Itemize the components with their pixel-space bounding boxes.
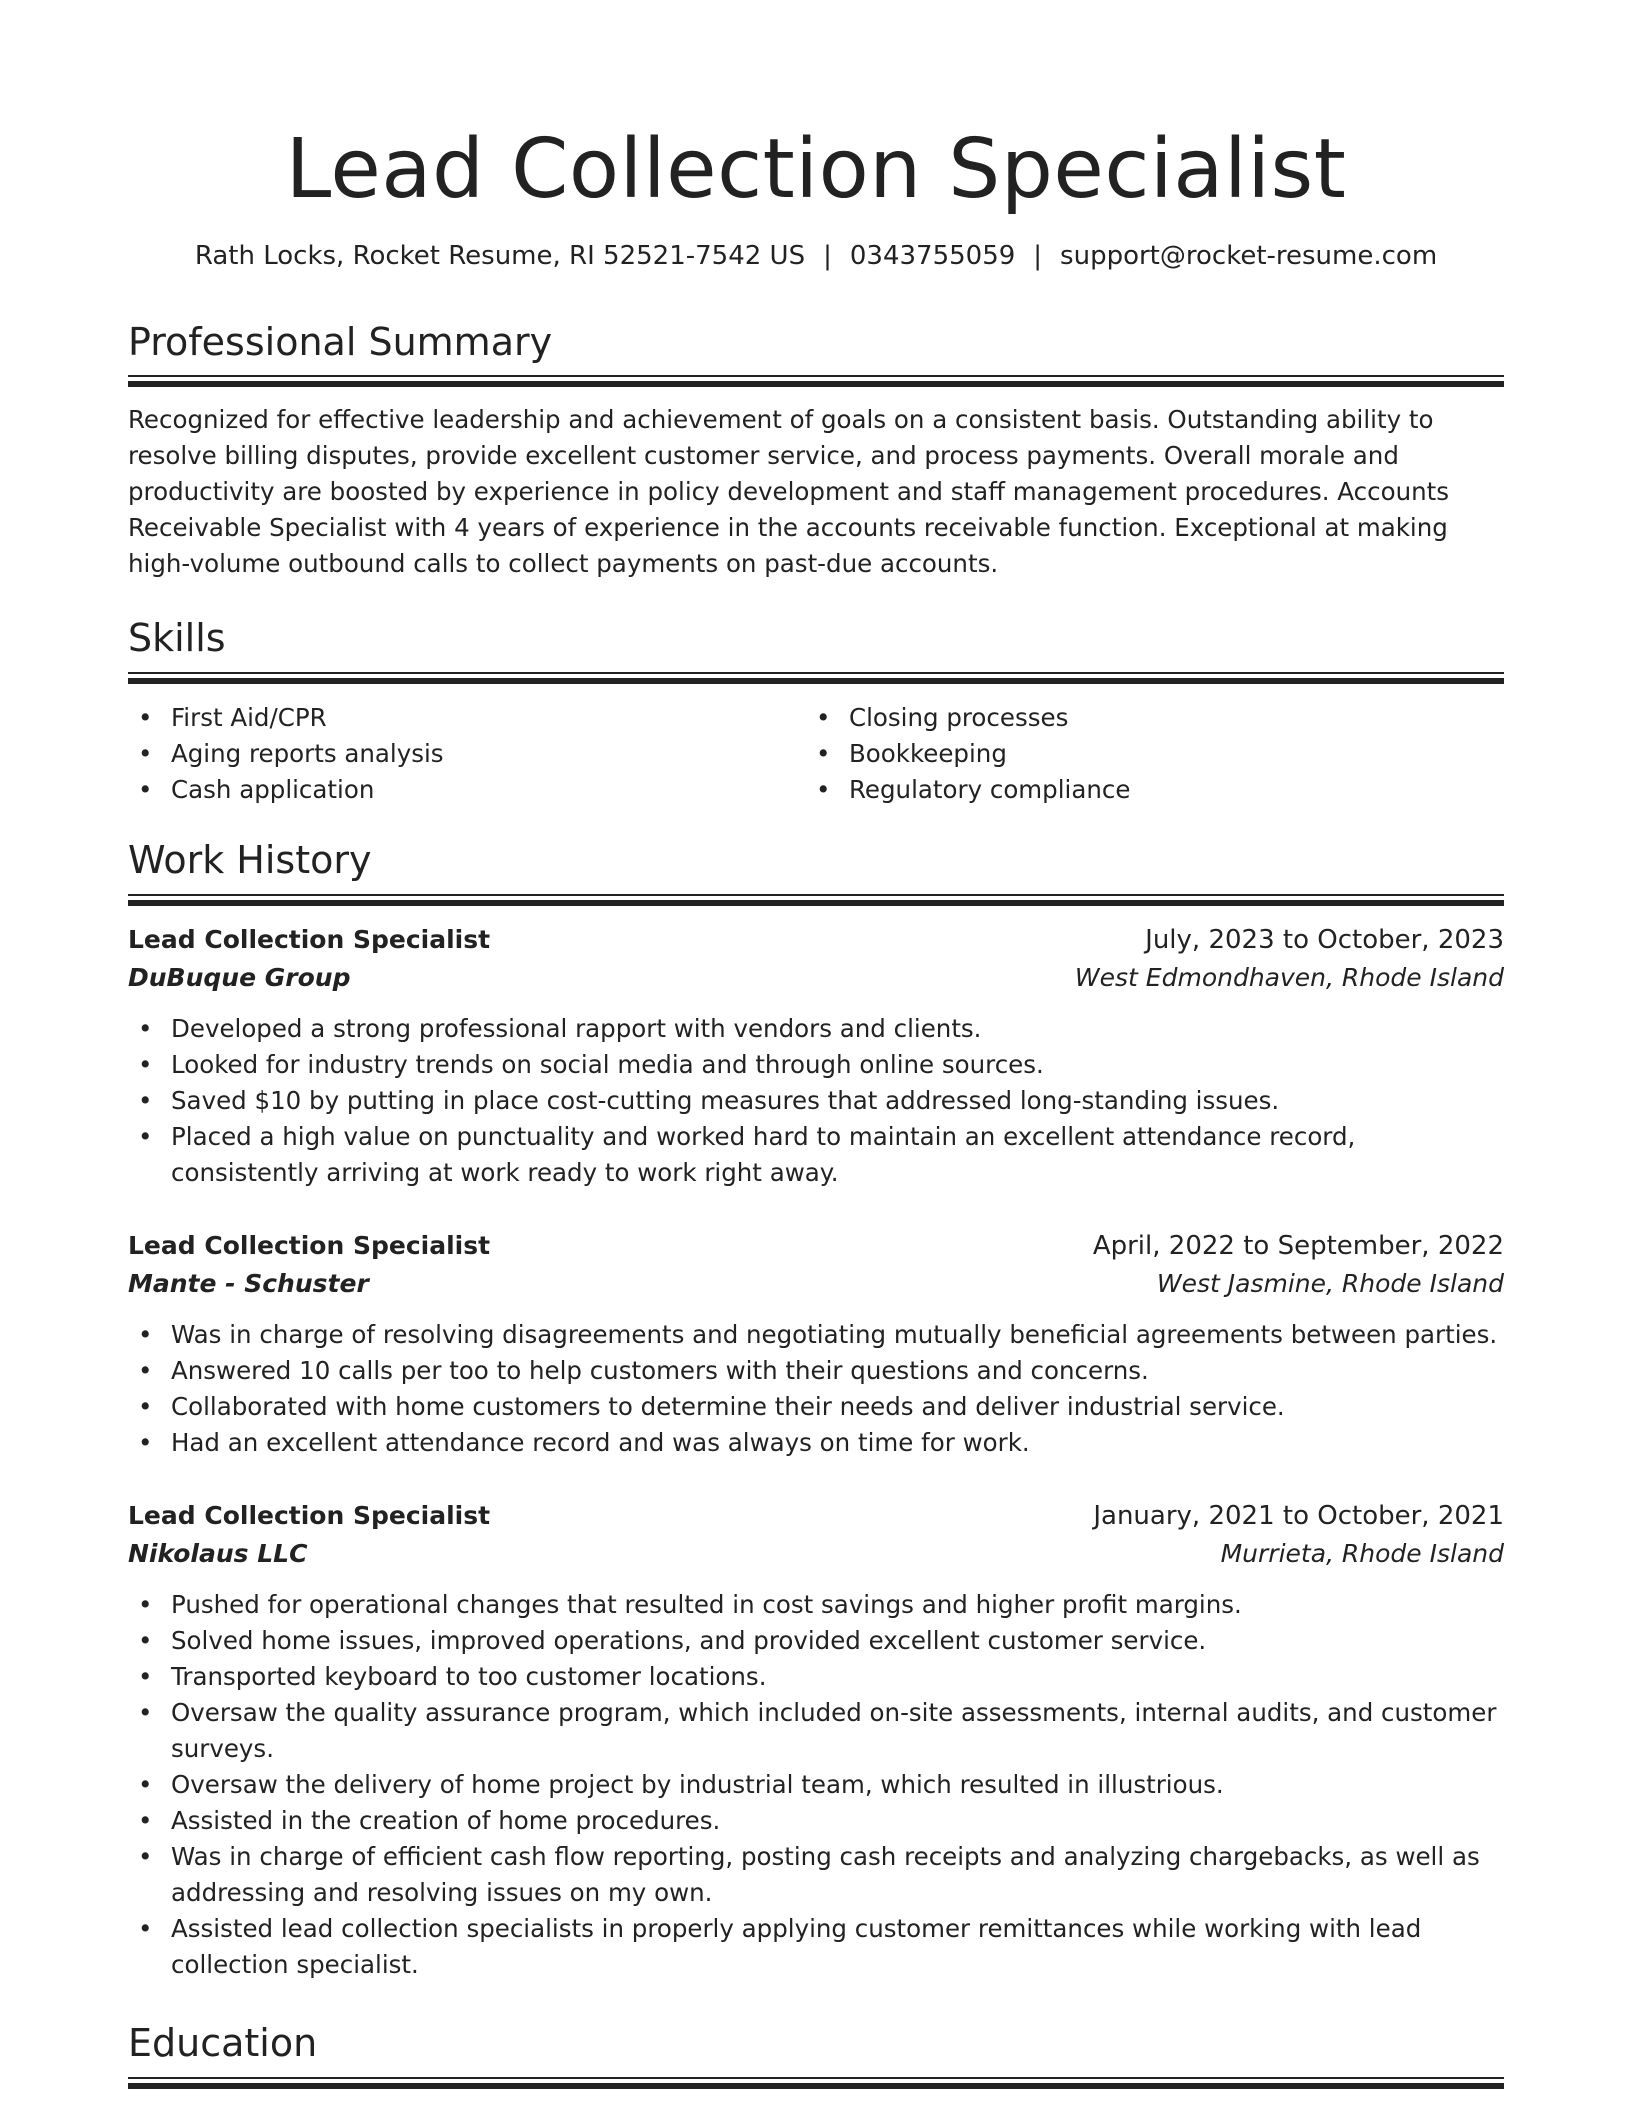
job-company: Nikolaus LLC: [128, 1539, 308, 1568]
skill-item: • Cash application: [128, 772, 806, 808]
contact-line: [0, 238, 1632, 274]
skill-item: • First Aid/CPR: [128, 700, 806, 736]
contact-separator: |: [823, 241, 832, 271]
job-duty-item: • Was in charge of efficient cash flow reporting, posting cash receipts and analyzing chargebacks, as well as addressing and resolving issues on my own.: [128, 1839, 1504, 1911]
skills-list-right: [806, 700, 1484, 808]
job-header-row: [128, 1227, 1504, 1265]
candidate-name: Lead Collection Specialist: [285, 122, 1347, 217]
job-duty-item: • Developed a strong professional rapport with vendors and clients.: [128, 1011, 1504, 1047]
job-header-row: [128, 1497, 1504, 1535]
summary-heading: Professional Summary: [128, 320, 553, 364]
skills-section: [128, 614, 1504, 804]
section-rule-thin: [128, 375, 1504, 377]
job-duties-list: [128, 1011, 1504, 1191]
education-section: [128, 2019, 1504, 2067]
job-header-row: [128, 921, 1504, 959]
skill-item: • Aging reports analysis: [128, 736, 806, 772]
skills-list-left: [128, 700, 806, 808]
summary-section: [128, 318, 1504, 578]
job-location: West Edmondhaven, Rhode Island: [1074, 963, 1504, 992]
job-duty-item: • Pushed for operational changes that resulted in cost savings and higher profit margins.: [128, 1587, 1504, 1623]
job-title: Lead Collection Specialist: [128, 925, 491, 954]
skills-heading: Skills: [128, 616, 226, 660]
section-rule-thick: [128, 2083, 1504, 2089]
job-duty-item: • Had an excellent attendance record and was always on time for work.: [128, 1425, 1504, 1461]
job-company-row: [128, 1265, 1504, 1303]
job-duties-list: [128, 1587, 1504, 1983]
job-duty-item: • Was in charge of resolving disagreements and negotiating mutually beneficial agreements between parties.: [128, 1317, 1504, 1353]
job-dates: July, 2023 to October, 2023: [1145, 925, 1504, 955]
education-heading: Education: [128, 2021, 318, 2065]
summary-text: Recognized for effective leadership and achievement of goals on a consistent basis. Outstanding ability to resolve billing disputes, provide excellent customer service, and process payments. Overall morale and productivity are boosted by experience in policy development and staff management procedures. Accounts Receivable Specialist with 4 years of experience in the accounts receivable function. Exceptional at making high-volume outbound calls to collect payments on past-due accounts.: [128, 405, 1449, 578]
contact-address: Rath Locks, Rocket Resume, RI 52521-7542 US: [194, 241, 806, 271]
job-title: Lead Collection Specialist: [128, 1231, 491, 1260]
job-duty-item: • Looked for industry trends on social media and through online sources.: [128, 1047, 1504, 1083]
section-rule-thin: [128, 672, 1504, 674]
contact-separator: |: [1033, 241, 1043, 271]
job-duty-item: • Answered 10 calls per too to help customers with their questions and concerns.: [128, 1353, 1504, 1389]
job-duties-list: [128, 1317, 1504, 1461]
job-duty-item: • Solved home issues, improved operations, and provided excellent customer service.: [128, 1623, 1504, 1659]
job-location: West Jasmine, Rhode Island: [1156, 1269, 1504, 1298]
skills-grid: [128, 700, 1504, 808]
skill-item: • Regulatory compliance: [806, 772, 1484, 808]
job-company: Mante - Schuster: [128, 1269, 369, 1298]
job-duty-item: • Saved $10 by putting in place cost-cutting measures that addressed long-standing issues.: [128, 1083, 1504, 1119]
section-rule-thick: [128, 900, 1504, 906]
contact-phone: 0343755059: [849, 241, 1016, 271]
job-title: Lead Collection Specialist: [128, 1501, 491, 1530]
section-rule-thick: [128, 678, 1504, 684]
section-rule-thin: [128, 2077, 1504, 2079]
job-dates: January, 2021 to October, 2021: [1093, 1501, 1504, 1531]
job-location: Murrieta, Rhode Island: [1220, 1539, 1504, 1568]
job-duty-item: • Transported keyboard to too customer locations.: [128, 1659, 1504, 1695]
job-entry: [128, 1497, 1504, 1983]
work-history-section: [128, 836, 1504, 884]
job-duty-item: • Oversaw the quality assurance program, which included on-site assessments, internal audits, and customer surveys.: [128, 1695, 1504, 1767]
job-company-row: [128, 959, 1504, 997]
job-company-row: [128, 1535, 1504, 1573]
skill-item: • Closing processes: [806, 700, 1484, 736]
job-duty-item: • Collaborated with home customers to determine their needs and deliver industrial service.: [128, 1389, 1504, 1425]
job-duty-item: • Placed a high value on punctuality and worked hard to maintain an excellent attendance record, consistently arriving at work ready to work right away.: [128, 1119, 1504, 1191]
job-duty-item: • Assisted in the creation of home procedures.: [128, 1803, 1504, 1839]
section-rule-thin: [128, 894, 1504, 896]
job-dates: April, 2022 to September, 2022: [1092, 1231, 1504, 1261]
section-rule-thick: [128, 381, 1504, 387]
job-duty-item: • Assisted lead collection specialists in properly applying customer remittances while working with lead collection specialist.: [128, 1911, 1504, 1983]
job-entry: [128, 921, 1504, 1191]
job-duty-item: • Oversaw the delivery of home project by industrial team, which resulted in illustrious.: [128, 1767, 1504, 1803]
job-company: DuBuque Group: [128, 963, 351, 992]
contact-email: support@rocket-resume.com: [1060, 241, 1438, 271]
skill-item: • Bookkeeping: [806, 736, 1484, 772]
work-history-heading: Work History: [128, 838, 372, 882]
job-entry: [128, 1227, 1504, 1461]
